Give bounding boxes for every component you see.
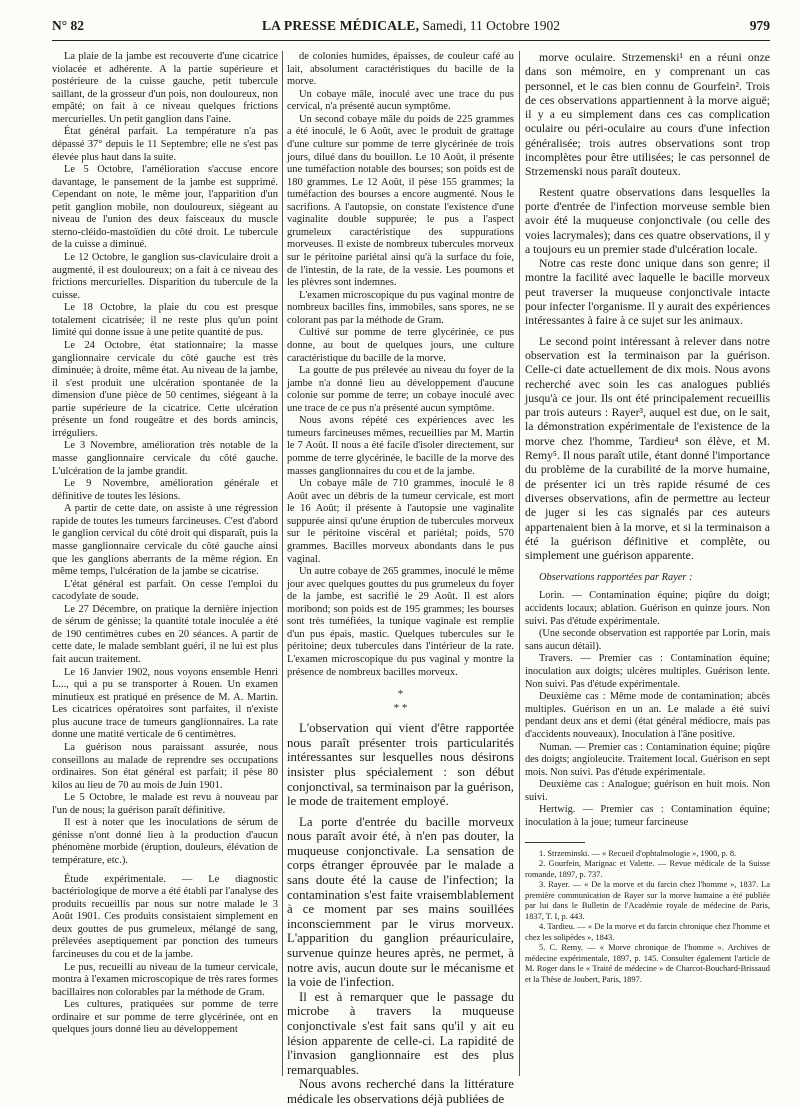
paragraph: Un cobaye mâle de 710 grammes, inoculé le 8 Août avec un débris de la tumeur cervicale, est mort le 16 Août; il présente à l'autopsie une vaginalite suppurée ainsi qu'une éruption de tubercules morveux sur le péritoine viscéral et pariétal; poids, 570 grammes. Bacilles morveux abondants dans le pus vaginal.: [287, 478, 514, 565]
observation-item: Lorin. — Contamination équine; piqûre du doigt; accidents locaux; ablation. Guérison en quinze jours. Non suivi. Pas d'étude expérimentale.: [525, 590, 770, 627]
paragraph: La guérison nous paraissant assurée, nous conseillons au malade de reprendre ses occupations ordinaires. Son état général est parfait; il pèse 80 kilos au lieu de 70 au mois de Juin 1901.: [52, 741, 278, 791]
observation-item: (Une seconde observation est rapportée par Lorin, mais sans aucun détail).: [525, 628, 770, 652]
footnotes: [525, 849, 770, 986]
issue-date: Samedi, 11 Octobre 1902: [419, 18, 561, 33]
observation-item: Deuxième cas : Analogue; guérison en huit mois. Non suivi.: [525, 779, 770, 803]
observation-item: Travers. — Premier cas : Contamination équine; inoculation aux doigts; ulcères multiples. Guérison lente. Non suivi. Pas d'étude expérimentale.: [525, 653, 770, 690]
paragraph: Le second point intéressant à relever dans notre observation est la terminaison par la guérison. Celle-ci date actuellement de dix mois. Nous avons recherché avec soin les cas analogues publiés jusqu'à ce jour. Ils ont été principalement recueillis par trois auteurs : Rayer³, auquel est due, on le sait, la démonstration expérimentale de l'existence de la morve chez l'homme, Tardieu⁴ son élève, et M. Remy⁵. Il nous paraît utile, étant donné l'importance du problème de la curabilité de la morve humaine, de présenter ici un très rapide résumé de ces diverses observations, afin de permettre au lecteur de juger si les cas signalés par ces auteurs appartenaient bien à la morve, et si la terminaison a été la guérison définitive et complète, ou simplement une guérison apparente.: [525, 334, 770, 563]
paragraph: Un autre cobaye de 265 grammes, inoculé le même jour avec quelques gouttes du pus grumeleux du foyer de la jambe, est sacrifié le 29 Août. Il est alors moribond; son poids est de 195 grammes; les bourses sont très tuméfiées, la tunique vaginale est remplie d'un pus épais, mastic. Quelques tubercules sur le péritoine; deux tubercules dans l'intérieur de la rate. L'examen microscopique du pus vaginal y montre la présence de nombreux bacilles morveux.: [287, 566, 514, 678]
paragraph: Le 16 Janvier 1902, nous voyons ensemble Henri L..., qui a pu se transporter à Rouen. Un examen minutieux est pratiqué en présence de M. A. Martin. Les cicatrices opératoires sont parfaites, il n'existe plus aucune trace de tumeurs ganglionnaires. La rate donne une matité verticale de 6 centimètres.: [52, 666, 278, 741]
paragraph: Le pus, recueilli au niveau de la tumeur cervicale, montra à l'examen microscopique de très rares formes bacillaires non colorables par la méthode de Gram.: [52, 961, 278, 998]
paragraph: Le 9 Novembre, amélioration générale et définitive de toutes les lésions.: [52, 478, 278, 502]
footnote: 5. C. Remy. — « Morve chronique de l'homme ». Archives de médecine expérimentale, 1897, p. 145. Consulter également l'article de M. Roger dans le « Traité de médecine » de Charcot-Bouchard-Brissaud et la Thèse de Joubert, Paris, 1897.: [525, 943, 770, 984]
page-number: 979: [749, 18, 770, 33]
column-2: [287, 51, 514, 1106]
column-divider: [519, 51, 520, 1076]
paragraph: Le 24 Octobre, état stationnaire; la masse ganglionnaire cervicale du côté gauche est très diminuée; à droite, même état. Au niveau de la jambe, il s'est produit une ulcération spontanée de la dimension d'une pièce de 50 centimes, siégeant à la partie supérieure de la cicatrice. Cette ulcération présente un fond rougeâtre et des bords amincis, irréguliers.: [52, 339, 278, 439]
observations-heading: Observations rapportées par Rayer :: [539, 572, 693, 584]
page-header: [52, 18, 770, 41]
paragraph: Le 27 Décembre, on pratique la dernière injection de sérum de génisse; la quantité totale inoculée a été de 190 centimètres cubes en 20 séances. A partir de cette date, le malade semblant guéri, il ne lui est plus fait aucun traitement.: [52, 603, 278, 665]
footnote: 1. Strzeminski. — « Recueil d'ophtalmologie », 1900, p. 8.: [539, 848, 737, 858]
paragraph: Le 5 Octobre, l'amélioration s'accuse encore davantage, le pansement de la jambe est supprimé. Cependant on note, le même jour, l'apparition d'un petit ganglion mobile, non douloureux, siégeant au niveau de l'union des deux faisceaux du muscle sterno-cléido-mastoïdien du côté droit. Le tubercule de la cuisse a diminué.: [52, 164, 278, 251]
paragraph: Le 3 Novembre, amélioration très notable de la masse ganglionnaire cervicale du côté gauche. L'ulcération de la jambe grandit.: [52, 440, 278, 477]
column-3: [525, 51, 770, 1076]
footnote: 4. Tardieu. — « De la morve et du farcin chronique chez l'homme et chez les solipèdes », 1843.: [525, 922, 770, 942]
paragraph: A partir de cette date, on assiste à une régression rapide de toutes les tumeurs farcineuses. C'est d'abord le ganglion cervical du côté droit qui disparaît, puis la masse ganglionnaire cervicale du côté gauche ainsi que les ganglions aberrants de la même région. En même temps, l'ulcération de la jambe se cicatrise.: [52, 503, 278, 578]
paragraph: Restent quatre observations dans lesquelles la porte d'entrée de l'infection morveuse semble bien avoir été la muqueuse conjonctivale (ou celle des voies lacrymales); dans ces quatre observations, il y a toujours eu un premier stade d'ulcération locale.: [525, 185, 770, 256]
paragraph: Notre cas reste donc unique dans son genre; il montre la facilité avec laquelle le bacille morveux peut traverser la muqueuse conjonctivale intacte pour infecter l'organisme. Il y aurait des expériences intéressantes à faire à ce sujet sur les animaux.: [525, 257, 770, 328]
paragraph: Il est à remarquer que le passage du microbe à travers la muqueuse conjonctivale s'est fait sans qu'il y ait eu lésion apparente de celle-ci. La rapidité de l'invasion ganglionnaire est des plus remarquables.: [287, 989, 514, 1077]
paragraph: L'examen microscopique du pus vaginal montre de nombreux bacilles fins, immobiles, sans spores, ne se colorant pas par la méthode de Gram.: [287, 289, 514, 326]
section-paragraph-experimental: Étude expérimentale. — Le diagnostic bactériologique de morve a été établi par l'analyse des produits recueillis par nous sur notre malade le 3 Août 1901. Ces produits consistaient simplement en deux gouttes de pus grumeleux, mélangé de sang, prélevées aseptiquement par ponction des tumeurs farcineuses du cou et de la jambe.: [52, 873, 278, 960]
paragraph: La porte d'entrée du bacille morveux nous paraît avoir été, à n'en pas douter, la muqueuse conjonctivale. La sensation de corps étranger éprouvée par le malade a sans doute été la cause de l'infection; la contamination s'est faite vraisemblablement à ce moment par ses mains souillées inconsciemment par le virus morveux. L'apparition du ganglion préauriculaire, survenue quinze heures après, ne permet, à notre avis, aucun doute sur le mécanisme et la voie de l'infection.: [287, 814, 514, 990]
paragraph: L'observation qui vient d'être rapportée nous paraît présenter trois particularités intéressantes sur lesquelles nous désirons insister plus spécialement : son début conjonctival, sa terminaison par la guérison, le mode de traitement employé.: [287, 721, 514, 809]
issue-number: N° 82: [52, 18, 85, 33]
paragraph: de colonies humides, épaisses, de couleur café au lait, absolument caractéristiques du bacille de la morve.: [287, 51, 514, 88]
footnote: 3. Rayer. — « De la morve et du farcin chez l'homme », 1837. La première communication de Rayer sur la morve humaine a été publiée par lui dans le Bulletin de l'Académie royale de médecine de Paris, 1837, T. I, p. 443.: [525, 880, 770, 921]
paragraph: État général parfait. La température n'a pas dépassé 37° depuis le 11 Septembre; elle ne s'est pas élevée plus haut dans la suite.: [52, 126, 278, 163]
paragraph: Un cobaye mâle, inoculé avec une trace du pus cervical, n'a présenté aucun symptôme.: [287, 88, 514, 113]
paragraph: La plaie de la jambe est recouverte d'une cicatrice violacée et adhérente. A la partie supérieure et postérieure de la cuisse gauche, petit tubercule saillant, de la grosseur d'un pois, non douloureux, non empâté; on fait à ce niveau quelques frictions mercurielles. Un petit ganglion dans l'aine.: [52, 51, 278, 125]
paragraph: La goutte de pus prélevée au niveau du foyer de la jambe n'a donné lieu au développement d'aucune colonie sur pomme de terre; un cobaye inoculé avec une trace de ce pus n'a présenté aucun symptôme.: [287, 365, 514, 414]
observation-item: Numan. — Premier cas : Contamination équine; piqûre des doigts; angioleucite. Traitement local. Guérison en sept mois. Non suivi. Pas d'étude expérimentale.: [525, 741, 770, 778]
footnote: 2. Gourfein, Marignac et Valette. — Revue médicale de la Suisse romande, 1897, p. 737.: [525, 859, 770, 879]
column-divider: [282, 51, 283, 1076]
paragraph: Le 18 Octobre, la plaie du cou est presque totalement cicatrisée; il ne reste plus qu'un point limité qui donne issue à une petite quantité de pus.: [52, 302, 278, 339]
paragraph: Nous avons recherché dans la littérature médicale les observations déjà publiées de: [287, 1077, 514, 1106]
section-separator-asterisks: * * *: [393, 688, 408, 715]
paragraph: L'état général est parfait. On cesse l'emploi du cacodylate de soude.: [52, 578, 278, 603]
paragraph: Cultivé sur pomme de terre glycérinée, ce pus donne, au bout de quelques jours, une culture caractéristique du bacille de la morve.: [287, 327, 514, 364]
observation-item: Hertwig. — Premier cas : Contamination équine; inoculation à la joue; tumeur farcineuse: [525, 804, 770, 829]
paragraph: Un second cobaye mâle du poids de 225 grammes a été inoculé, le 6 Août, avec le produit de grattage d'une culture sur pomme de terre glycérinée de trois jours, dilué dans du bouillon. Le 10 Août, il présente une tuméfaction notable des bourses; son poids est de 180 grammes. Le 12 Août, il pèse 155 grammes; la tuméfaction des bourses a encore augmenté. Nous le sacrifions. A l'autopsie, on constate l'existence d'une vaginalite double suppurée; le pus a l'aspect grumeleux caractéristique des suppurations morveuses. Il existe de nombreux tubercules morveux sur le péritoine pariétal ainsi qu'à la surface du foie, de l'intestin, de la rate, de la vessie. Les poumons et les plèvres sont indemnes.: [287, 113, 514, 289]
observations-list: [525, 590, 770, 829]
paragraph: Le 12 Octobre, le ganglion sus-claviculaire droit a augmenté, il est douloureux; on a fait à ce niveau des frictions mercurielles. Disparition du tubercule de la cuisse.: [52, 252, 278, 301]
paragraph: Il est à noter que les inoculations de sérum de génisse n'ont donné lieu à la production d'aucun phénomène morbide (éruption, douleurs, élévation de température, etc.).: [52, 817, 278, 866]
paragraph: Nous avons répété ces expériences avec les tumeurs farcineuses mêmes, recueillies par M. Martin le 7 Août. Il nous a été facile d'isoler directement, sur pomme de terre glycérinée, le bacille de la morve des masses ganglionnaires du cou et de la jambe.: [287, 415, 514, 477]
footnote-rule: [525, 842, 585, 843]
column-1: [52, 51, 278, 1076]
paragraph: Les cultures, pratiquées sur pomme de terre ordinaire et sur pomme de terre glycérinée, ont en quelques jours donné lieu au développement: [52, 999, 278, 1036]
paragraph: morve oculaire. Strzemenski¹ en a réuni onze dans son mémoire, en y comprenant un cas personnel, et le cas bien connu de Gourfein². Trois de ces observations appartiennent à la morve aiguë; il y a eu simplement dans ces cas complication oculaire ou péri-oculaire au cours d'une infection généralisée; trois autres observations sont trop incomplètes pour être utilisées; le cas personnel de Strzemenski nous paraît douteux.: [525, 51, 770, 179]
journal-masthead: [52, 18, 770, 34]
observation-item: Deuxième cas : Même mode de contamination; abcès multiples. Guérison en un an. Le malade a été suivi pendant deux ans et demi (état général médiocre, mais pas d'accidents nouveaux). Inoculation à l'âne positive.: [525, 691, 770, 740]
paragraph: Le 5 Octobre, le malade est revu à nouveau par l'un de nous; la guérison paraît définitive.: [52, 792, 278, 816]
journal-title: LA PRESSE MÉDICALE,: [261, 18, 420, 33]
